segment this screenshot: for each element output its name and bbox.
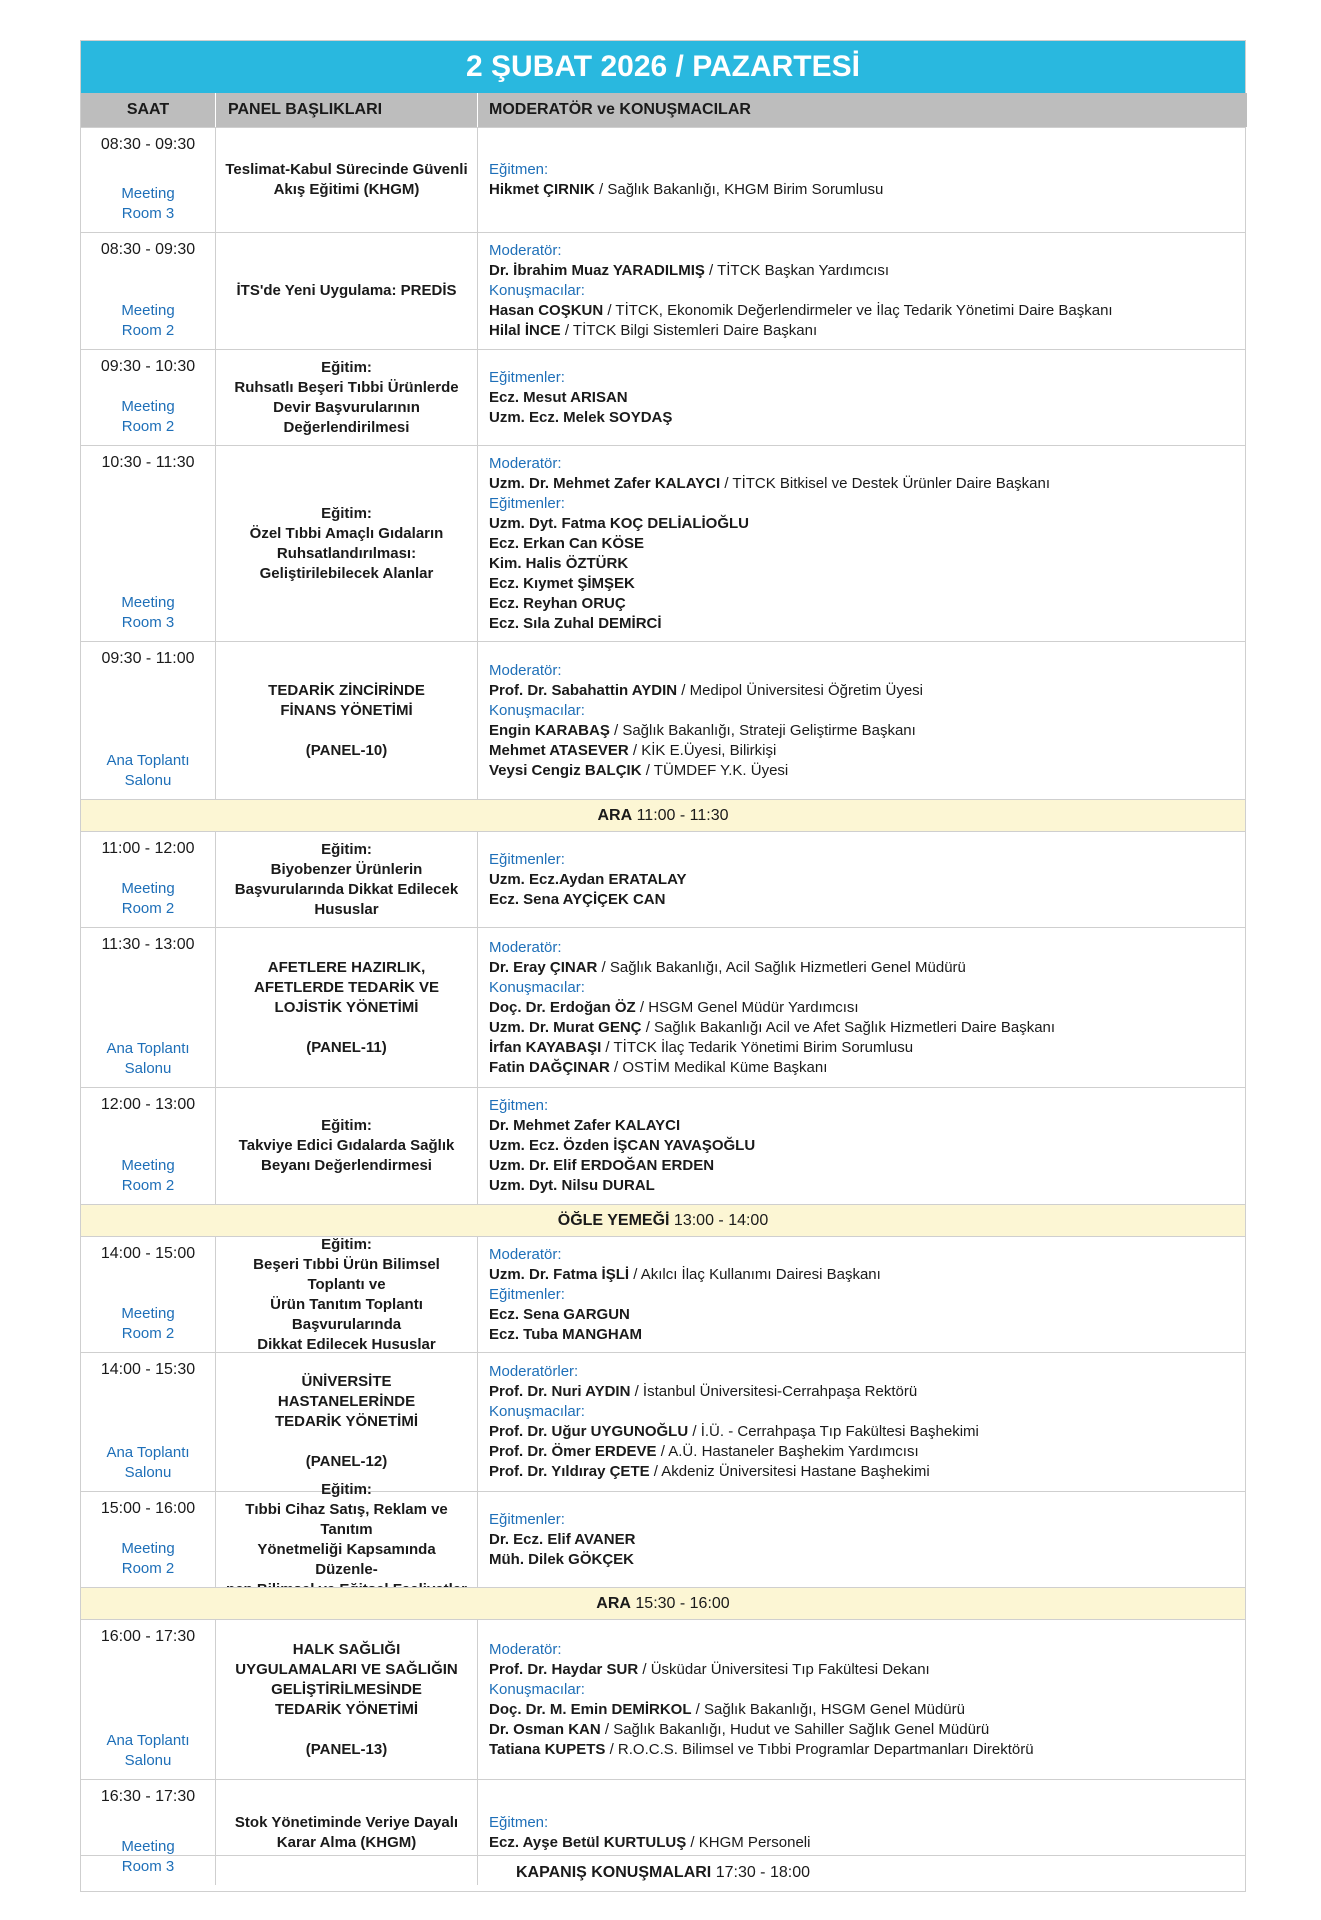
session-people-cell <box>477 1353 1247 1491</box>
person-entry <box>489 1176 1247 1196</box>
topic-line: TEDARİK YÖNETİMİ <box>274 1700 419 1718</box>
break-time: 15:30 - 16:00 <box>630 1595 730 1612</box>
room-line: Room 3 <box>121 614 175 631</box>
topic-line: Geliştirilebilecek Alanlar <box>259 564 434 582</box>
session-row <box>81 641 1245 799</box>
session-topic-cell <box>215 928 477 1087</box>
topic-line: LOJİSTİK YÖNETİMİ <box>274 998 419 1016</box>
person-entry <box>489 301 1247 321</box>
topic-line: UYGULAMALARI VE SAĞLIĞIN <box>235 1660 458 1678</box>
session-row <box>81 1480 1245 1587</box>
topic-line: Devir Başvurularının <box>273 398 420 416</box>
person-name: Ecz. Sıla Zuhal DEMİRCİ <box>489 614 662 632</box>
person-name: Fatin DAĞÇINAR <box>489 1058 610 1076</box>
role-label: Konuşmacılar: <box>489 978 585 996</box>
topic-line: HALK SAĞLIĞI <box>292 1640 401 1658</box>
person-entry <box>489 1422 1247 1442</box>
session-time: 08:30 - 09:30 <box>100 136 196 153</box>
person-entry <box>489 681 1247 701</box>
topic-line: Ruhsatlandırılması: <box>276 544 417 562</box>
role-label: Eğitmenler: <box>489 1285 565 1303</box>
session-room <box>121 1156 174 1196</box>
person-affiliation: / Sağlık Bakanlığı, Acil Sağlık Hizmetleri Genel Müdürü <box>597 958 966 976</box>
person-entry <box>489 1265 1247 1285</box>
person-affiliation: / İ.Ü. - Cerrahpaşa Tıp Fakültesi Başhekimi <box>688 1423 979 1440</box>
session-row <box>81 349 1245 445</box>
person-affiliation: / KİK E.Üyesi, Bilirkişi <box>628 741 777 759</box>
session-people-cell <box>477 446 1247 641</box>
session-topic-cell <box>215 1480 477 1587</box>
room-line: Meeting <box>121 594 175 611</box>
person-name: Uzm. Ecz. Özden İŞCAN YAVAŞOĞLU <box>489 1137 756 1154</box>
role-label: Konuşmacılar: <box>489 1680 585 1698</box>
person-name: Prof. Dr. Nuri AYDIN <box>489 1383 631 1400</box>
room-line: Ana Toplantı <box>106 752 190 769</box>
session-row <box>81 1352 1245 1491</box>
header-moderator: MODERATÖR ve KONUŞMACILAR <box>477 93 1247 127</box>
panel-code: (PANEL-12) <box>305 1453 388 1470</box>
person-name: Ecz. Kıymet ŞİMŞEK <box>489 574 635 592</box>
person-entry <box>489 614 1247 634</box>
session-time: 09:30 - 10:30 <box>100 358 196 375</box>
person-entry <box>489 1442 1247 1462</box>
person-affiliation: / KHGM Personeli <box>686 1833 811 1851</box>
room-line: Ana Toplantı <box>106 1444 190 1461</box>
person-name: İrfan KAYABAŞI <box>489 1038 602 1056</box>
role-label: Moderatör: <box>489 661 562 679</box>
topic-line: TEDARİK YÖNETİMİ <box>274 1413 419 1430</box>
person-affiliation: / A.Ü. Hastaneler Başhekim Yardımcısı <box>656 1443 919 1460</box>
closing-time: 17:30 - 18:00 <box>711 1864 810 1881</box>
person-entry <box>489 1530 1247 1550</box>
person-name: Hasan COŞKUN <box>489 302 604 319</box>
topic-prefix: Eğitim: <box>321 1235 372 1253</box>
person-name: Veysi Cengiz BALÇIK <box>489 761 642 779</box>
topic-line: Yönetmeliği Kapsamında Düzenle- <box>257 1540 436 1578</box>
person-affiliation: / TİTCK Başkan Yardımcısı <box>704 262 890 279</box>
person-name: Uzm. Dyt. Nilsu DURAL <box>489 1177 655 1194</box>
person-affiliation: / Sağlık Bakanlığı, HSGM Genel Müdürü <box>691 1700 965 1718</box>
room-line: Ana Toplantı <box>106 1040 190 1057</box>
person-name: Ecz. Mesut ARISAN <box>489 388 628 406</box>
topic-prefix: Eğitim: <box>321 1117 372 1134</box>
room-line: Meeting <box>121 1305 175 1322</box>
person-name: Dr. Osman KAN <box>489 1720 601 1738</box>
room-line: Meeting <box>121 1540 175 1557</box>
person-entry <box>489 1325 1247 1345</box>
role-label: Moderatör: <box>489 938 562 956</box>
session-time: 10:30 - 11:30 <box>101 454 195 471</box>
session-topic-cell <box>215 642 477 799</box>
session-topic-cell <box>215 446 477 641</box>
person-entry <box>489 594 1247 614</box>
person-name: Dr. Eray ÇINAR <box>489 958 598 976</box>
session-topic-cell <box>215 1353 477 1491</box>
topic-line: Tıbbi Cihaz Satış, Reklam ve Tanıtım <box>245 1500 448 1538</box>
person-entry <box>489 721 1247 741</box>
person-name: Müh. Dilek GÖKÇEK <box>489 1550 635 1568</box>
role-label: Moderatör: <box>489 242 562 259</box>
person-entry <box>489 1156 1247 1176</box>
person-name: Doç. Dr. M. Emin DEMİRKOL <box>489 1700 692 1718</box>
person-affiliation: / Sağlık Bakanlığı Acil ve Afet Sağlık Hizmetleri Daire Başkanı <box>641 1018 1056 1036</box>
session-row <box>81 445 1245 641</box>
session-row <box>81 927 1245 1087</box>
session-time: 15:00 - 16:00 <box>100 1500 196 1517</box>
topic-line: Beyanı Değerlendirmesi <box>261 1157 432 1174</box>
session-people-cell <box>477 642 1247 799</box>
room-line: Meeting <box>121 1157 175 1174</box>
topic-line: AFETLERDE TEDARİK VE <box>253 978 439 996</box>
topic-line: Dikkat Edilecek Hususlar <box>257 1335 436 1353</box>
session-row <box>81 1087 1245 1204</box>
room-line: Room 2 <box>121 1177 175 1194</box>
person-name: Dr. Mehmet Zafer KALAYCI <box>489 1117 681 1134</box>
person-entry <box>489 958 1247 978</box>
room-line: Meeting <box>121 398 175 415</box>
person-affiliation: / Akılcı İlaç Kullanımı Dairesi Başkanı <box>629 1265 881 1283</box>
room-line: Salonu <box>124 1060 172 1077</box>
room-line: Salonu <box>124 772 172 789</box>
session-time: 11:00 - 12:00 <box>101 840 195 857</box>
person-entry <box>489 1038 1247 1058</box>
session-time-cell <box>81 1088 215 1204</box>
session-time: 14:00 - 15:30 <box>100 1361 196 1378</box>
session-topic-cell <box>215 1237 477 1352</box>
person-name: Hilal İNCE <box>489 322 561 339</box>
role-label: Konuşmacılar: <box>489 282 585 299</box>
role-label: Moderatör: <box>489 1640 562 1658</box>
topic-line: Hususlar <box>314 900 379 918</box>
room-line: Room 2 <box>121 1560 175 1577</box>
room-line: Room 2 <box>121 900 175 917</box>
session-time-cell <box>81 928 215 1087</box>
person-entry <box>489 388 1247 408</box>
session-time-cell <box>81 1492 215 1587</box>
topic-prefix: Eğitim: <box>321 1480 372 1498</box>
topic-prefix: Eğitim: <box>321 504 372 522</box>
person-entry <box>489 574 1247 594</box>
session-room <box>121 397 174 437</box>
session-time: 14:00 - 15:00 <box>100 1245 196 1262</box>
person-entry <box>489 1833 1247 1853</box>
session-topic-cell <box>215 1088 477 1204</box>
person-name: Hikmet ÇIRNIK <box>489 181 595 198</box>
topic-line: GELİŞTİRİLMESİNDE <box>271 1680 422 1698</box>
person-affiliation: / Sağlık Bakanlığı, Hudut ve Sahiller Sağlık Genel Müdürü <box>600 1720 990 1738</box>
session-time: 16:30 - 17:30 <box>100 1788 196 1805</box>
person-entry <box>489 998 1247 1018</box>
topic-prefix: Eğitim: <box>321 358 372 376</box>
person-name: Uzm. Dyt. Fatma KOÇ DELİALİOĞLU <box>489 514 750 532</box>
role-label: Eğitmen: <box>489 161 549 178</box>
person-entry <box>489 890 1247 910</box>
session-room <box>121 1539 174 1579</box>
topic-line: AFETLERE HAZIRLIK, <box>267 958 426 976</box>
break-time: 11:00 - 11:30 <box>632 807 729 824</box>
person-name: Mehmet ATASEVER <box>489 741 629 759</box>
topic-line: Karar Alma (KHGM) <box>276 1833 417 1851</box>
room-line: Meeting <box>121 880 175 897</box>
person-affiliation: / Üsküdar Üniversitesi Tıp Fakültesi Dekanı <box>638 1660 930 1678</box>
topic-line: Akış Eğitimi (KHGM) <box>273 181 420 198</box>
session-people-cell <box>477 1088 1247 1204</box>
room-line: Room 2 <box>121 322 175 339</box>
person-name: Uzm. Dr. Mehmet Zafer KALAYCI <box>489 474 721 492</box>
person-entry <box>489 1018 1247 1038</box>
person-name: Uzm. Dr. Elif ERDOĞAN ERDEN <box>489 1157 715 1174</box>
person-entry <box>489 408 1247 428</box>
person-name: Kim. Halis ÖZTÜRK <box>489 554 629 572</box>
person-affiliation: / TİTCK Bitkisel ve Destek Ürünler Daire Başkanı <box>720 474 1051 492</box>
role-label: Eğitmenler: <box>489 1510 565 1528</box>
header-panel: PANEL BAŞLIKLARI <box>215 93 477 127</box>
session-room <box>121 879 174 919</box>
topic-line: Biyobenzer Ürünlerin <box>270 860 423 878</box>
topic-line: Takviye Edici Gıdalarda Sağlık <box>238 1137 455 1154</box>
session-time-cell <box>81 1353 215 1491</box>
topic-line: Teslimat-Kabul Sürecinde Güvenli <box>225 161 468 178</box>
person-affiliation: / İstanbul Üniversitesi-Cerrahpaşa Rektörü <box>630 1383 918 1400</box>
session-time: 11:30 - 13:00 <box>101 936 195 953</box>
session-topic-cell <box>215 832 477 927</box>
person-name: Dr. Ecz. Elif AVANER <box>489 1530 636 1548</box>
topic-line: TEDARİK ZİNCİRİNDE <box>268 681 425 699</box>
session-people-cell <box>477 233 1247 349</box>
person-name: Ecz. Sena GARGUN <box>489 1305 630 1323</box>
person-name: Dr. İbrahim Muaz YARADILMIŞ <box>489 262 705 279</box>
topic-prefix: Eğitim: <box>321 840 372 858</box>
session-room <box>106 1731 189 1771</box>
person-affiliation: / R.O.C.S. Bilimsel ve Tıbbi Programlar Departmanları Direktörü <box>605 1740 1034 1758</box>
person-entry <box>489 1462 1247 1482</box>
person-entry <box>489 741 1247 761</box>
person-name: Ecz. Erkan Can KÖSE <box>489 534 645 552</box>
person-entry <box>489 321 1247 341</box>
session-people-cell <box>477 1492 1247 1587</box>
person-entry <box>489 261 1247 281</box>
panel-code: (PANEL-13) <box>305 1740 388 1758</box>
person-name: Ecz. Ayşe Betül KURTULUŞ <box>489 1833 687 1851</box>
room-line: Salonu <box>124 1752 172 1769</box>
session-row <box>81 831 1245 927</box>
topic-line: Değerlendirilmesi <box>283 418 410 436</box>
person-affiliation: / OSTİM Medikal Küme Başkanı <box>609 1058 828 1076</box>
topic-line: Ruhsatlı Beşeri Tıbbi Ürünlerde <box>234 378 459 396</box>
closing-row <box>81 1855 1245 1889</box>
role-label: Moderatör: <box>489 1245 562 1263</box>
topic-line: Ürün Tanıtım Toplantı Başvurularında <box>270 1295 423 1333</box>
break-row <box>81 1204 1245 1236</box>
panel-code: (PANEL-10) <box>305 741 388 759</box>
schedule-table <box>80 40 1246 1892</box>
session-time-cell <box>81 128 215 232</box>
person-entry <box>489 1058 1247 1078</box>
person-name: Tatiana KUPETS <box>489 1740 606 1758</box>
room-line: Ana Toplantı <box>106 1732 190 1749</box>
person-name: Prof. Dr. Uğur UYGUNOĞLU <box>489 1423 689 1440</box>
header-saat: SAAT <box>81 93 215 127</box>
session-time-cell <box>81 1620 215 1779</box>
panel-code: (PANEL-11) <box>306 1038 387 1056</box>
session-time-cell <box>81 446 215 641</box>
break-row <box>81 1587 1245 1619</box>
role-label: Eğitmenler: <box>489 850 565 868</box>
topic-line: Başvurularında Dikkat Edilecek <box>234 880 459 898</box>
person-entry <box>489 514 1247 534</box>
person-entry <box>489 534 1247 554</box>
person-affiliation: / Sağlık Bakanlığı, KHGM Birim Sorumlusu <box>594 181 884 198</box>
person-entry <box>489 1700 1247 1720</box>
session-row <box>81 1619 1245 1779</box>
page-title: 2 ŞUBAT 2026 / PAZARTESİ <box>81 41 1245 93</box>
person-name: Uzm. Dr. Murat GENÇ <box>489 1018 642 1036</box>
session-time: 09:30 - 11:00 <box>101 650 195 667</box>
session-time: 12:00 - 13:00 <box>100 1096 196 1113</box>
session-people-cell <box>477 928 1247 1087</box>
session-room <box>106 751 189 791</box>
closing-label: KAPANIŞ KONUŞMALARI <box>515 1864 712 1881</box>
session-people-cell <box>477 1620 1247 1779</box>
role-label: Konuşmacılar: <box>489 1403 585 1420</box>
topic-line: HASTANELERİNDE <box>277 1393 416 1410</box>
room-line: Room 2 <box>121 418 175 435</box>
topic-line: Özel Tıbbi Amaçlı Gıdaların <box>249 524 444 542</box>
topic-line: Beşeri Tıbbi Ürün Bilimsel Toplantı ve <box>253 1255 440 1293</box>
break-row <box>81 799 1245 831</box>
topic-line: İTS'de Yeni Uygulama: PREDİS <box>236 282 457 299</box>
person-affiliation: / Medipol Üniversitesi Öğretim Üyesi <box>677 681 923 699</box>
person-entry <box>489 474 1247 494</box>
role-label: Konuşmacılar: <box>489 701 585 719</box>
person-name: Uzm. Dr. Fatma İŞLİ <box>489 1265 630 1283</box>
person-name: Prof. Dr. Yıldıray ÇETE <box>489 1463 650 1480</box>
role-label: Eğitmenler: <box>489 368 565 386</box>
session-room <box>121 184 174 224</box>
person-entry <box>489 1136 1247 1156</box>
room-line: Meeting <box>121 302 175 319</box>
break-label: ARA <box>597 807 633 824</box>
topic-line: Stok Yönetiminde Veriye Dayalı <box>234 1813 459 1831</box>
break-label: ÖĞLE YEMEĞİ <box>557 1212 670 1229</box>
person-name: Uzm. Ecz. Melek SOYDAŞ <box>489 408 673 426</box>
person-entry <box>489 870 1247 890</box>
break-time: 13:00 - 14:00 <box>669 1212 769 1229</box>
session-topic-cell <box>215 350 477 445</box>
session-people-cell <box>477 350 1247 445</box>
person-entry <box>489 180 1247 200</box>
person-entry <box>489 1660 1247 1680</box>
person-affiliation: / Sağlık Bakanlığı, Strateji Geliştirme Başkanı <box>609 721 916 739</box>
person-name: Doç. Dr. Erdoğan ÖZ <box>489 998 636 1016</box>
room-line: Meeting <box>121 185 175 202</box>
person-entry <box>489 1740 1247 1760</box>
person-affiliation: / HSGM Genel Müdür Yardımcısı <box>635 998 859 1016</box>
session-row <box>81 127 1245 232</box>
person-name: Prof. Dr. Sabahattin AYDIN <box>489 681 678 699</box>
person-name: Engin KARABAŞ <box>489 721 610 739</box>
person-entry <box>489 1116 1247 1136</box>
person-entry <box>489 1382 1247 1402</box>
person-name: Ecz. Sena AYÇİÇEK CAN <box>489 890 666 908</box>
room-line: Meeting <box>121 1838 175 1855</box>
break-label: ARA <box>596 1595 631 1612</box>
session-time-cell <box>81 832 215 927</box>
session-topic-cell <box>215 1620 477 1779</box>
session-time-cell <box>81 233 215 349</box>
session-room <box>121 1304 174 1344</box>
session-topic-cell <box>215 128 477 232</box>
person-name: Ecz. Reyhan ORUÇ <box>489 594 626 612</box>
person-affiliation: / TİTCK İlaç Tedarik Yönetimi Birim Sorumlusu <box>601 1038 914 1056</box>
person-affiliation: / TÜMDEF Y.K. Üyesi <box>641 761 789 779</box>
room-line: Room 3 <box>121 1858 175 1875</box>
topic-line: FİNANS YÖNETİMİ <box>280 701 413 719</box>
person-entry <box>489 554 1247 574</box>
session-row <box>81 1236 1245 1352</box>
role-label: Moderatörler: <box>489 1363 579 1380</box>
room-line: Salonu <box>124 1464 172 1481</box>
session-time: 08:30 - 09:30 <box>100 241 196 258</box>
topic-line: ÜNİVERSİTE <box>301 1373 392 1390</box>
person-affiliation: / Akdeniz Üniversitesi Hastane Başhekimi <box>649 1463 930 1480</box>
room-line: Room 3 <box>121 205 175 222</box>
person-name: Ecz. Tuba MANGHAM <box>489 1325 643 1343</box>
room-line: Room 2 <box>121 1325 175 1342</box>
session-people-cell <box>477 128 1247 232</box>
person-affiliation: / TİTCK Bilgi Sistemleri Daire Başkanı <box>560 322 818 339</box>
person-entry <box>489 761 1247 781</box>
role-label: Moderatör: <box>489 454 562 472</box>
session-room <box>106 1443 189 1483</box>
session-time-cell <box>81 1237 215 1352</box>
session-topic-cell <box>215 233 477 349</box>
session-room <box>106 1039 189 1079</box>
session-row <box>81 232 1245 349</box>
person-entry <box>489 1305 1247 1325</box>
session-people-cell <box>477 832 1247 927</box>
session-time-cell <box>81 642 215 799</box>
session-room <box>121 301 174 341</box>
person-affiliation: / TİTCK, Ekonomik Değerlendirmeler ve İlaç Tedarik Yönetimi Daire Başkanı <box>603 302 1113 319</box>
person-name: Prof. Dr. Ömer ERDEVE <box>489 1443 657 1460</box>
person-name: Prof. Dr. Haydar SUR <box>489 1660 639 1678</box>
session-time: 16:00 - 17:30 <box>100 1628 196 1645</box>
session-people-cell <box>477 1237 1247 1352</box>
role-label: Eğitmen: <box>489 1813 549 1831</box>
role-label: Eğitmenler: <box>489 494 565 512</box>
person-entry <box>489 1720 1247 1740</box>
session-time-cell <box>81 350 215 445</box>
person-entry <box>489 1550 1247 1570</box>
role-label: Eğitmen: <box>489 1097 549 1114</box>
person-name: Uzm. Ecz.Aydan ERATALAY <box>489 870 687 888</box>
session-room <box>121 593 174 633</box>
